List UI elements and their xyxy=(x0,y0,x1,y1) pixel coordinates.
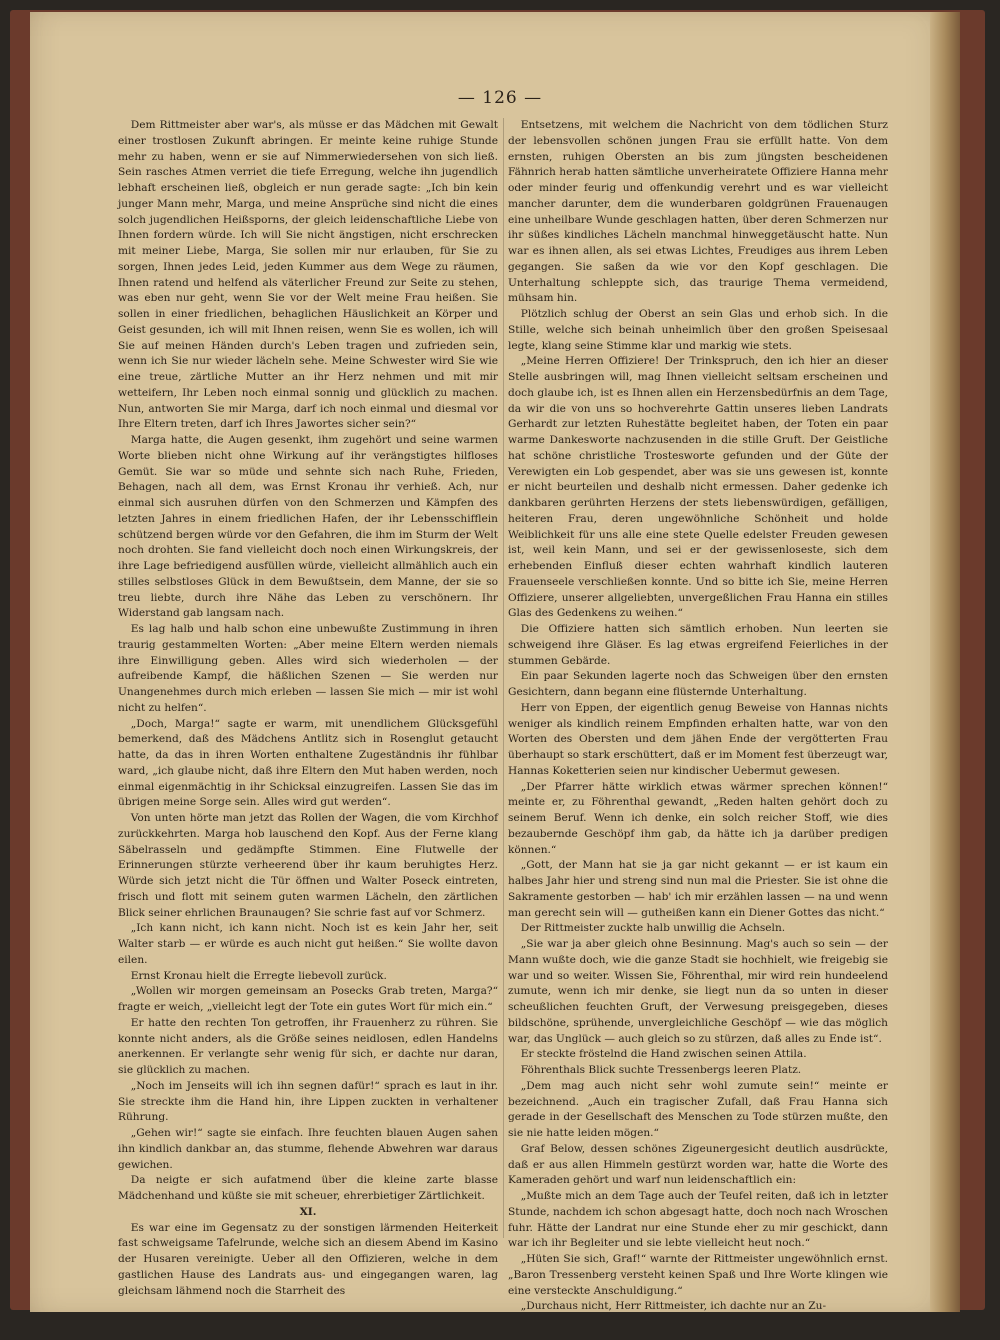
paragraph: Plötzlich schlug der Oberst an sein Glas und erhob sich. In die Stille, welche sich beinah unheimlich über den großen Speisesaal legte, klang seine Stimme klar und markig wie stets. xyxy=(508,308,888,352)
paragraph: „Wollen wir morgen gemeinsam an Posecks Grab treten, Marga?“ fragte er weich, „vielleicht legt der Tote ein gutes Wort für mich ein.“ xyxy=(118,985,498,1013)
paragraph: Es lag halb und halb schon eine unbewußte Zustimmung in ihren traurig gestammelten Worten: „Aber meine Eltern werden niemals ihre Einwilligung geben. Alles wird sich wiederholen — der aufreibende Kampf, die häßlichen Szenen — Sie werden nur Unangenehmes durch mich erleben — lassen Sie mich — mir ist wohl nicht zu helfen“. xyxy=(118,623,498,714)
page-gutter xyxy=(930,12,960,1312)
paragraph: Herr von Eppen, der eigentlich genug Beweise von Hannas nichts weniger als kindlich reinem Empfinden erhalten hatte, war von den Worten des Obersten und dem jähen Ende der vergötterten Frau überhaupt so stark erschüttert, daß er im Moment fest überzeugt war, Hannas Koketterien seien nur kindischer Uebermut gewesen. xyxy=(508,701,888,777)
paragraph: „Doch, Marga!“ sagte er warm, mit unendlichem Glücksgefühl bemerkend, daß des Mädchens Antlitz sich in Rosenglut getaucht hatte, da das in ihren Worten enthaltene Zugeständnis ihr fühlbar ward, „ich glaube nicht, daß ihre Eltern den Mut haben werden, noch einmal eigenmächtig in ihr Schicksal einzugreifen. Lassen Sie das im übrigen meine Sorge sein. Alles wird gut werden“. xyxy=(118,717,498,809)
paragraph: „Dem mag auch nicht sehr wohl zumute sein!“ meinte er bezeichnend. „Auch ein tragischer Zufall, daß Frau Hanna sich gerade in der Gesellschaft des Menschen zu Tode stürzen mußte, den sie nie hatte leiden mögen.“ xyxy=(508,1079,888,1139)
left-column xyxy=(118,118,499,1297)
paragraph: Der Rittmeister zuckte halb unwillig die Achseln. xyxy=(520,922,786,935)
paragraph: Er steckte fröstelnd die Hand zwischen seinen Attila. xyxy=(520,1048,807,1061)
paragraph: Es war eine im Gegensatz zu der sonstigen lärmenden Heiterkeit fast schweigsame Tafelrunde, welche sich an diesem Abend im Kasino der Husaren vereinigte. Ueber all den Offizieren, welche in dem gastlichen Hause des Landrats aus- und eingegangen waren, lag gleichsam lähmend noch die Starrheit des xyxy=(118,1221,498,1297)
paragraph: Die Offiziere hatten sich sämtlich erhoben. Nun leerten sie schweigend ihre Gläser. Es lag etwas ergreifend Feierliches in der stummen Gebärde. xyxy=(508,623,888,667)
paragraph: „Ich kann nicht, ich kann nicht. Noch ist es kein Jahr her, seit Walter starb — er würde es auch nicht gut heißen.“ Sie wollte davon eilen. xyxy=(118,922,498,966)
paragraph: „Mußte mich an dem Tage auch der Teufel reiten, daß ich in letzter Stunde, nachdem ich schon abgesagt hatte, doch noch nach Wroschen fuhr. Hätte der Landrat nur eine Stunde eher zu mir geschickt, dann war ich ihr Begleiter und sie lebte vielleicht heut noch.“ xyxy=(508,1190,888,1250)
paragraph: Da neigte er sich aufatmend über die kleine zarte blasse Mädchenhand und küßte sie mit scheuer, ehrerbietiger Zärtlichkeit. xyxy=(118,1174,498,1202)
paragraph: „Der Pfarrer hätte wirklich etwas wärmer sprechen können!“ meinte er, zu Föhrenthal gewandt, „Reden halten gehört doch zu seinem Beruf. Wenn ich denke, ein solch reicher Stoff, wie dies bezaubernde Geschöpf ihm gab, da hätte ich ja darüber predigen können.“ xyxy=(508,780,888,856)
paragraph: Er hatte den rechten Ton getroffen, ihr Frauenherz zu rühren. Sie konnte nicht anders, als die Größe seines neidlosen, edlen Handelns anerkennen. Er verlangte sehr wenig für sich, er dachte nur daran, sie glücklich zu machen. xyxy=(118,1016,498,1076)
paragraph: Von unten hörte man jetzt das Rollen der Wagen, die vom Kirchhof zurückkehrten. Marga hob lauschend den Kopf. Aus der Ferne klang Säbelrasseln und gedämpfte Stimmen. Eine Flutwelle der Erinnerungen stürzte verheerend über ihr kaum beruhigtes Herz. Würde sich jetzt nicht die Tür öffnen und Walter Poseck eintreten, frisch und flott mit seinem guten warmen Lächeln, den zärtlichen Blick seiner ehrlichen Braunaugen? Sie schrie fast auf vor Schmerz. xyxy=(118,812,498,919)
paragraph: „Gehen wir!“ sagte sie einfach. Ihre feuchten blauen Augen sahen ihn kindlich dankbar an, das stumme, flehende Abwehren war daraus gewichen. xyxy=(118,1127,498,1171)
page-number: — 126 — xyxy=(457,88,543,108)
paragraph: „Gott, der Mann hat sie ja gar nicht gekannt — er ist kaum ein halbes Jahr hier und streng sind nun mal die Priester. Sie ist ohne die Sakramente gestorben — hab' ich mir erzählen lassen — na und wenn man gerecht sein will — gutheißen kann ein Diener Gottes das nicht.“ xyxy=(508,859,888,919)
chapter-heading: XI. xyxy=(299,1205,317,1218)
paragraph: Ernst Kronau hielt die Erregte liebevoll zurück. xyxy=(130,969,387,982)
column-divider xyxy=(503,118,504,1238)
paragraph: Marga hatte, die Augen gesenkt, ihm zugehört und seine warmen Worte blieben nicht ohne Wirkung auf ihr verängstigtes hilfloses Gemüt. Sie war so müde und sehnte sich nach Ruhe, Frieden, Behagen, nach all dem, was Ernst Kronau ihr verhieß. Ach, nur einmal sich ausruhen dürfen von den Schmerzen und Kämpfen des letzten Jahres in einem friedlichen Hafen, der ihr Lebensschifflein schützend bergen würde vor den Gefahren, die ihm im Sturm der Welt noch drohten. Sie fand vielleicht doch noch einen Wirkungskreis, der ihre Lage befriedigend ausfüllen würde, vielleicht allmählich auch ein stilles selbstloses Glück in dem Bewußtsein, dem Manne, der sie so treu liebte, durch ihre Nähe das Leben zu verschönern. Ihr Widerstand gab langsam nach. xyxy=(118,434,499,620)
paragraph: „Sie war ja aber gleich ohne Besinnung. Mag's auch so sein — der Mann wußte doch, wie die ganze Stadt sie hochhielt, wie freigebig sie war und so weiter. Wissen Sie, Föhrenthal, mir wird rein hundeelend zumute, wenn ich mir denke, sie liegt nun da so unten in dieser scheußlichen feuchten Gruft, der Verwesung preisgegeben, dieses bildschöne, sprühende, unvergleichliche Geschöpf — wie das möglich war, das Unglück — auch gleich so zu stürzen, daß alles zu Ende ist“. xyxy=(508,938,888,1045)
paragraph: „Durchaus nicht, Herr Rittmeister, ich dachte nur an Zu- xyxy=(520,1300,827,1313)
right-column xyxy=(508,118,888,1313)
paragraph: „Hüten Sie sich, Graf!“ warnte der Rittmeister ungewöhnlich ernst. „Baron Tressenberg versteht keinen Spaß und Ihre Worte klingen wie eine versteckte Anschuldigung.“ xyxy=(508,1253,888,1297)
paragraph: Graf Below, dessen schönes Zigeunergesicht deutlich ausdrückte, daß er aus allen Himmeln gestürzt worden war, hatte die Worte des Kameraden gehört und warf nun leidenschaftlich ein: xyxy=(508,1142,888,1187)
paragraph: „Meine Herren Offiziere! Der Trinkspruch, den ich hier an dieser Stelle ausbringen will, mag Ihnen vielleicht seltsam erscheinen und doch glaube ich, ist es Ihnen allen ein Herzensbedürfnis an dem Tage, da wir die von uns so hochverehrte Gattin unseres lieben Landrats Gerhardt zur letzten Ruhestätte begleitet haben, der Toten ein paar warme Dankesworte nachzusenden in die stille Gruft. Der Geistliche hat schöne christliche Trostesworte gefunden und der Güte der Verewigten ein Lob gespendet, aber was sie uns gewesen ist, konnte er nicht beurteilen und deshalb nicht ermessen. Daher gedenke ich dankbaren gerührten Herzens der stets liebenswürdigen, gefälligen, heiteren Frau, deren ungewöhnliche Schönheit und holde Weiblichkeit für uns alle eine stete Quelle edelster Freuden gewesen ist, weil kein Mann, und sei er der gewissenloseste, sich dem erhebenden Einfluß dieser echten wahrhaft kindlich lauteren Frauenseele verschließen konnte. Und so bitte ich Sie, meine Herren Offiziere, unserer allgeliebten, unvergeßlichen Frau Hanna ein stilles Glas des Gedenkens zu weihen.“ xyxy=(508,355,888,620)
paragraph: Entsetzens, mit welchem die Nachricht von dem tödlichen Sturz der lebensvollen schönen jungen Frau sie erfüllt hatte. Von dem ernsten, ruhigen Obersten an bis zum jüngsten bescheidenen Fähnrich herab hatten sämtliche unverheiratete Offiziere Hanna mehr oder minder feurig und offenkundig verehrt und es war vielleicht mancher darunter, dem die wunderbaren goldgrünen Frauenaugen eine unheilbare Wunde geschlagen hatten, über deren Schmerzen nur ihr süßes kindliches Lächeln manchmal hinweggetäuscht hatte. Nun war es ihnen allen, als sei etwas Lichtes, Freudiges aus ihrem Leben gegangen. Sie saßen da wie vor den Kopf geschlagen. Die Unterhaltung schleppte sich, das traurige Thema vermeidend, mühsam hin. xyxy=(508,119,888,305)
paragraph: Ein paar Sekunden lagerte noch das Schweigen über den ernsten Gesichtern, dann begann eine flüsternde Unterhaltung. xyxy=(508,670,888,698)
paragraph: Dem Rittmeister aber war's, als müsse er das Mädchen mit Gewalt einer trostlosen Zukunft abringen. Er meinte keine ruhige Stunde mehr zu haben, wenn er sie auf Nimmerwiedersehen von sich ließ. Sein rasches Atmen verriet die tiefe Erregung, welche ihn jugendlich lebhaft erscheinen ließ, obgleich er nun gerade sagte: „Ich bin kein junger Mann mehr, Marga, und meine Ansprüche sind nicht die eines solch jugendlichen Heißsporns, der gleich leidenschaftliche Liebe von Ihnen fordern würde. Ich will Sie nicht ängstigen, nicht erschrecken mit meiner Liebe, Marga, Sie sollen mir nur erlauben, für Sie zu sorgen, Ihnen jedes Leid, jeden Kummer aus dem Wege zu räumen, Ihnen ratend und helfend als väterlicher Freund zur Seite zu stehen, was eben nur geht, wenn Sie vor der Welt meine Frau heißen. Sie sollen in einer friedlichen, behaglichen Häuslichkeit an Körper und Geist gesunden, ich will mit Ihnen reisen, wenn Sie es wollen, ich will Sie auf meinen Händen durch's Leben tragen und zufrieden sein, wenn ich Sie nur wieder lächeln sehe. Meine Schwester wird Sie wie eine treue, zärtliche Mutter an ihr Herz nehmen und mit mir wetteifern, Ihr Leben noch einmal sonnig und glücklich zu machen. Nun, antworten Sie mir Marga, darf ich noch einmal und diesmal vor Ihre Eltern treten, darf ich Ihres Jawortes sicher sein?“ xyxy=(118,119,498,431)
paragraph: „Noch im Jenseits will ich ihn segnen dafür!“ sprach es laut in ihr. Sie streckte ihm die Hand hin, ihre Lippen zuckten in verhaltener Rührung. xyxy=(118,1079,498,1124)
paragraph: Föhrenthals Blick suchte Tressenbergs leeren Platz. xyxy=(520,1064,802,1076)
